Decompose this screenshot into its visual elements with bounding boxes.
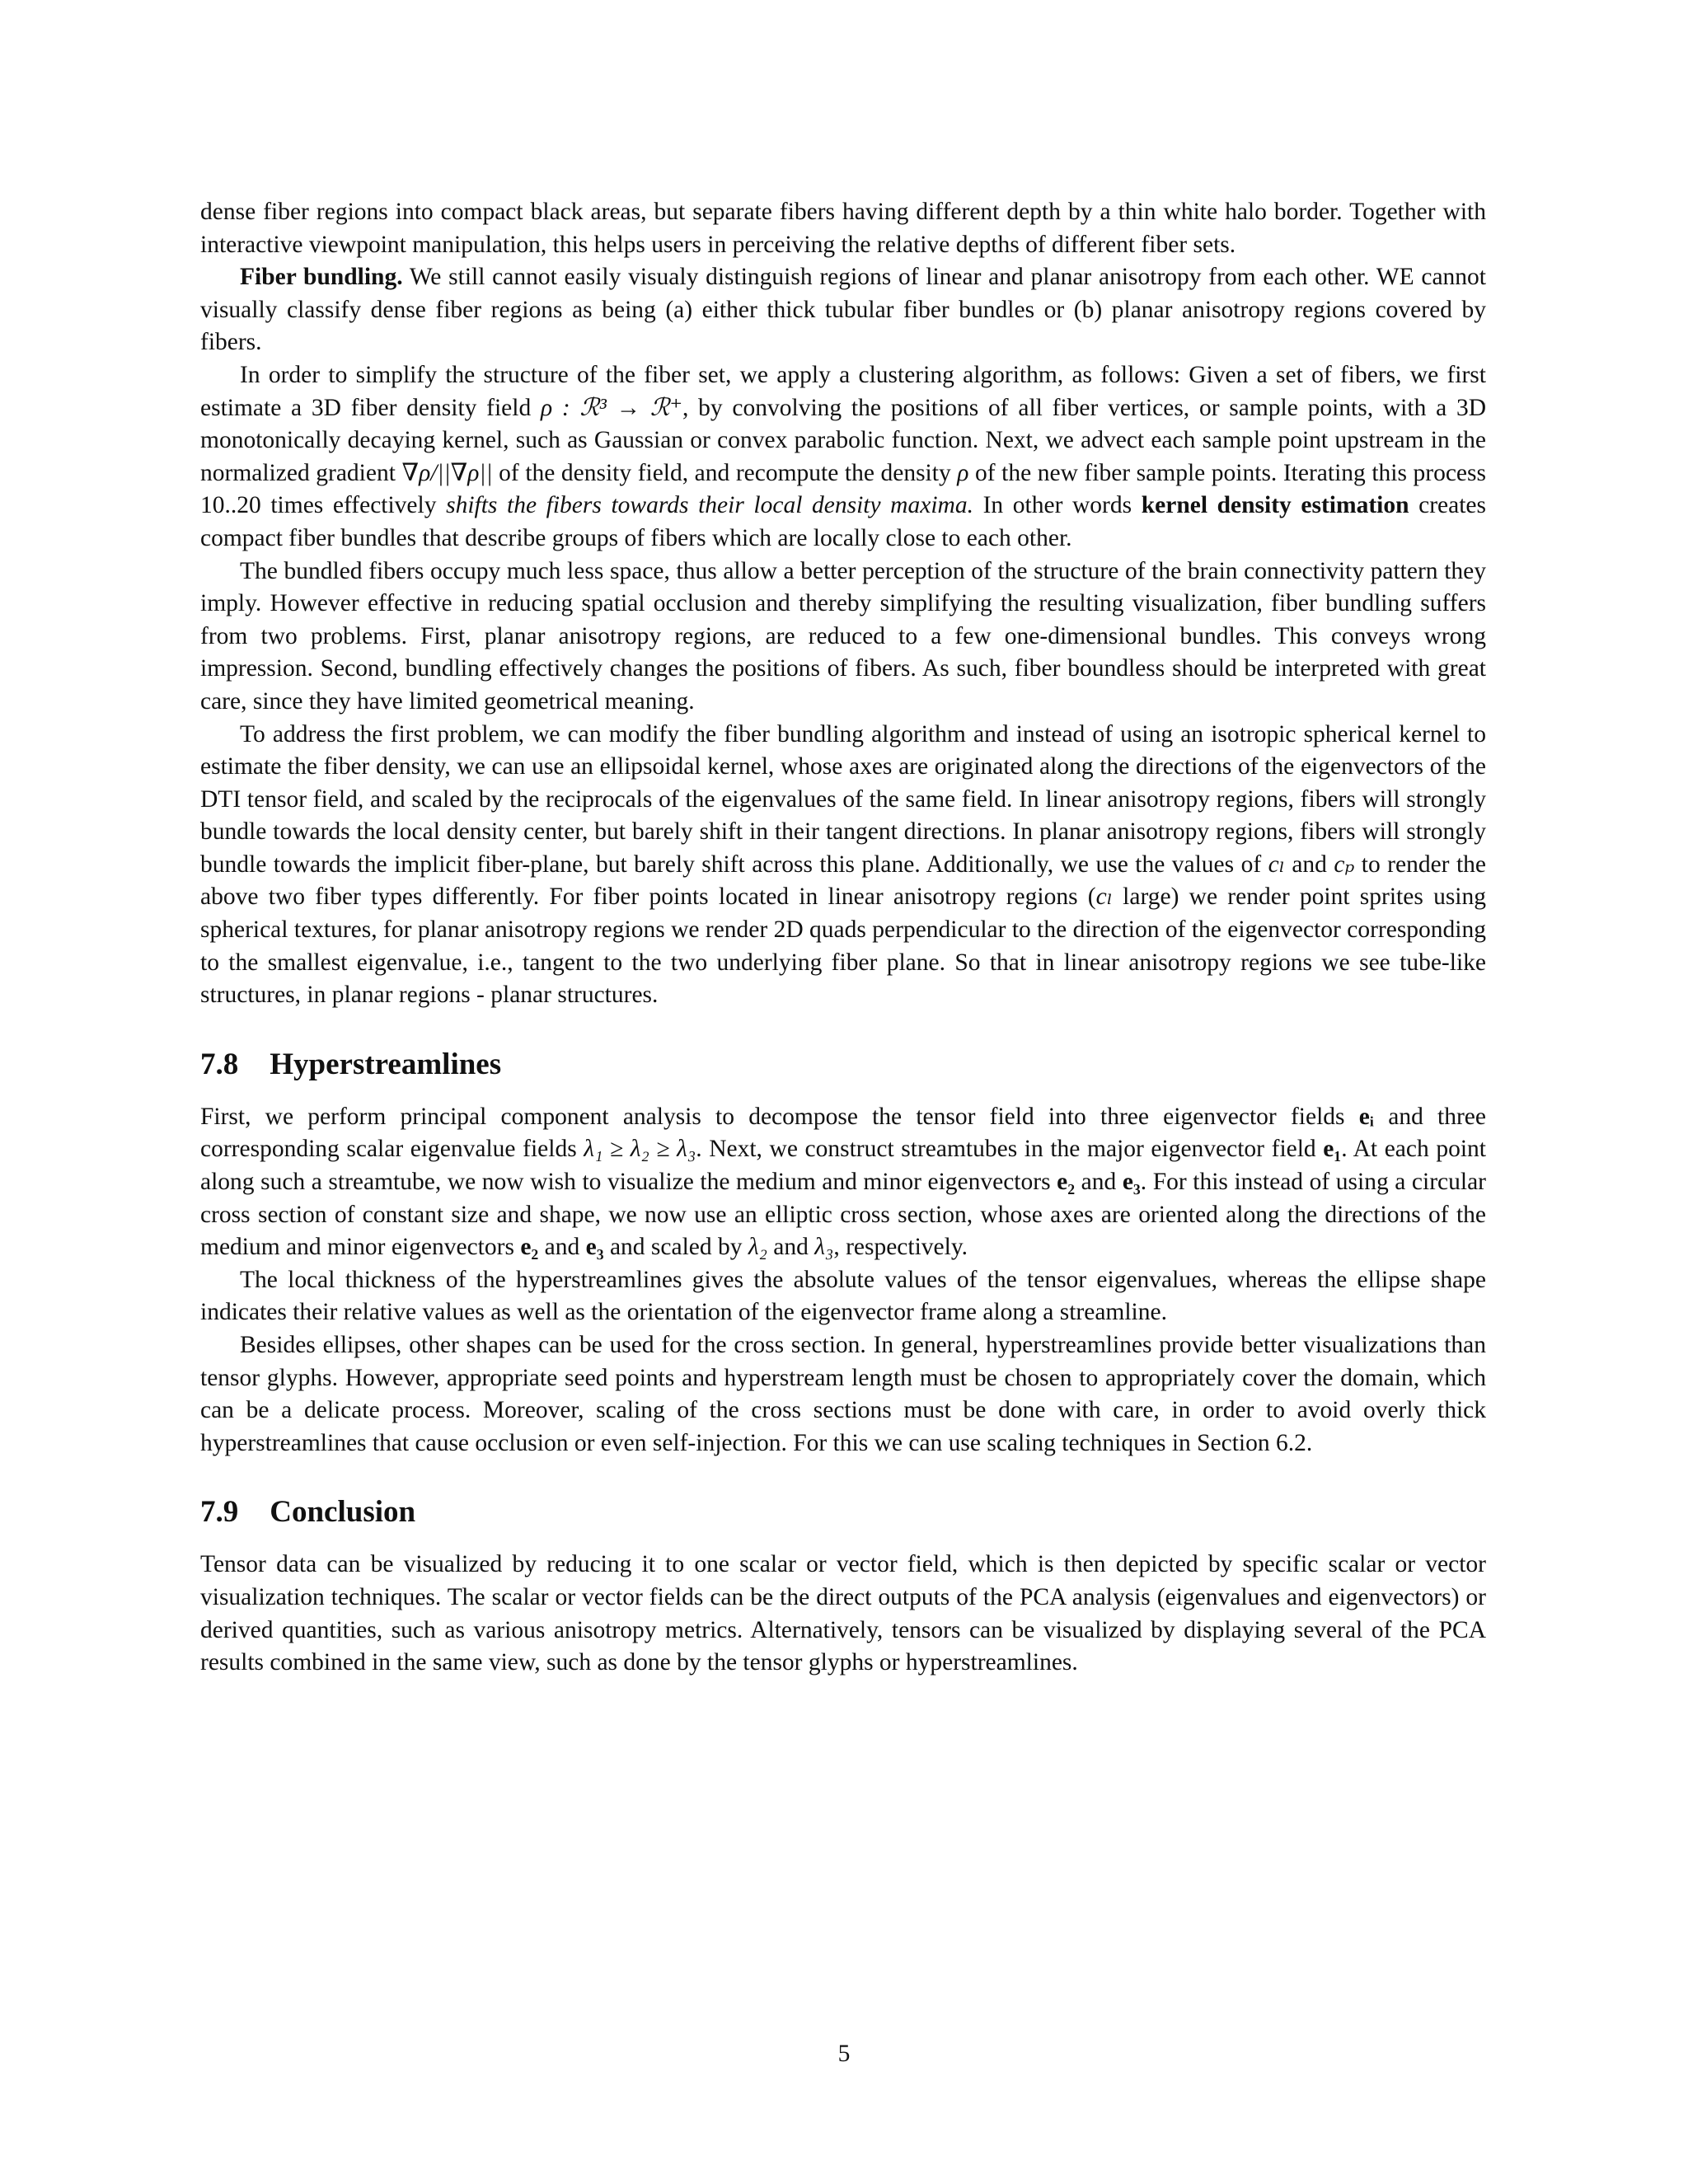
math-cl: cₗ: [1268, 851, 1285, 878]
text-run: and: [1284, 851, 1334, 878]
section-number: 7.8: [200, 1047, 239, 1081]
text-run: . For this instead of using a circular cross section of constant size and shape, we now use an elliptic cross section, whose axes are oriented along the directions of the medium and minor eigenvectors: [200, 1169, 1487, 1261]
math-eigenvalue-order: λ₁ ≥ λ₂ ≥ λ₃: [584, 1136, 696, 1163]
vector-e-2: e₂: [520, 1234, 539, 1261]
text-run: . Next, we construct streamtubes in the major eigenvector field: [696, 1136, 1324, 1163]
paragraph-text: Tensor data can be visualized by reducing it to one scalar or vector field, which is then depicted by specific scalar or vector visualization techniques. The scalar or vector fields can be the direct outputs of the PCA analysis (eigenvalues and eigenvectors) or derived quantities, such as various anisotropy metrics. Alternatively, tensors can be visualized by displaying several of the PCA results combined in the same view, such as done by the tensor glyphs or hyperstreamlines.: [200, 1551, 1486, 1676]
paragraph-text: The local thickness of the hyperstreamlines gives the absolute values of the tensor eigenvalues, whereas the ellipse shape indicates their relative values as well as the orientation of the eigenvector frame along a streamline.: [200, 1266, 1486, 1326]
text-run: to render the above two fiber types differently. For fiber points located in linear anisotropy regions (: [200, 851, 1486, 911]
paragraph-fiber-bundling: [200, 261, 1486, 359]
section-title: Conclusion: [270, 1495, 416, 1530]
bold-term: kernel density estimation: [1141, 492, 1409, 519]
math-rho: ρ: [957, 459, 969, 486]
paragraph-bundled-fibers: [200, 555, 1486, 719]
text-run: and scaled by: [603, 1234, 748, 1261]
text-run: , respectively.: [833, 1234, 968, 1261]
paragraph-text: The bundled fibers occupy much less space, thus allow a better perception of the structure of the brain connectivity pattern they imply. However effective in reducing spatial occlusion and thereby simplifying the resulting visualization, fiber bundling suffers from two problems. First, planar anisotropy regions, are reduced to a few one-dimensional bundles. This conveys wrong impression. Second, bundling effectively changes the positions of fibers. As such, fiber boundless should be interpreted with great care, since they have limited geometrical meaning.: [200, 557, 1486, 715]
page-body: [200, 196, 1486, 1680]
paragraph-thickness: [200, 1264, 1486, 1329]
math-cp: cₚ: [1334, 851, 1355, 878]
text-run: of the density field, and recompute the density: [492, 459, 958, 486]
paragraph-text: We still cannot easily visualy distinguish regions of linear and planar anisotropy from each other. WE cannot visually classify dense fiber regions as being (a) either thick tubular fiber bundles or (b) planar anisotropy regions covered by fibers.: [200, 264, 1486, 356]
text-run: and: [1075, 1169, 1123, 1196]
math-lambda-3: λ₃: [814, 1234, 834, 1261]
text-run: , by convolving the positions of all fiber vertices, or sample points, with a 3D monotonically decaying kernel, such as Gaussian or convex parabolic function. Next, we advect each sample point upstream in the normalized gradient: [200, 394, 1486, 486]
paragraph-text: dense fiber regions into compact black areas, but separate fibers having different depth by a thin white halo border. Together with interactive viewpoint manipulation, this helps users in perceiving the relative depths of different fiber sets.: [200, 199, 1486, 258]
text-run: and: [538, 1234, 586, 1261]
text-run: In order to simplify the structure of the fiber set, we apply a clustering algorithm, as follows: Given a set of fibers, we first estimate a 3D fiber density field: [200, 361, 1486, 421]
vector-e-3: e₃: [585, 1234, 604, 1261]
vector-e-1: e₁: [1323, 1136, 1342, 1163]
run-in-heading: Fiber bundling.: [240, 264, 403, 291]
paragraph-continued: [200, 196, 1486, 261]
section-heading-conclusion: [200, 1494, 1486, 1530]
vector-e-2: e₂: [1057, 1169, 1076, 1196]
math-lambda-2: λ₂: [748, 1234, 767, 1261]
vector-e-3: e₃: [1122, 1169, 1141, 1196]
text-run: and three corresponding scalar eigenvalue fields: [200, 1103, 1486, 1163]
emphasized-text: shifts the fibers towards their local density maxima.: [446, 492, 973, 519]
paragraph-address-problem: [200, 719, 1486, 1012]
section-title: Hyperstreamlines: [270, 1047, 502, 1081]
text-run: To address the first problem, we can modify the fiber bundling algorithm and instead of using an isotropic spherical kernel to estimate the fiber density, we can use an ellipsoidal kernel, whose axes are originated along the directions of the eigenvectors of the DTI tensor field, and scaled by the reciprocals of the eigenvalues of the same field. In linear anisotropy regions, fibers will strongly bundle towards the local density center, but barely shift in their tangent directions. In planar anisotropy regions, fibers will strongly bundle towards the implicit fiber-plane, but barely shift across this plane. Additionally, we use the values of: [200, 720, 1486, 878]
paragraph-conclusion: [200, 1549, 1486, 1679]
math-normalized-gradient: ∇ρ/||∇ρ||: [401, 459, 493, 486]
section-heading-hyperstreamlines: [200, 1047, 1486, 1083]
text-run: First, we perform principal component analysis to decompose the tensor field into three eigenvector fields: [200, 1103, 1359, 1130]
paragraph-clustering: [200, 359, 1486, 555]
text-run: large) we render point sprites using spherical textures, for planar anisotropy regions we render 2D quads perpendicular to the direction of the eigenvector corresponding to the smallest eigenvalue, i.e., tangent to the two underlying fiber plane. So that in linear anisotropy regions we see tube-like structures, in planar regions - planar structures.: [200, 883, 1486, 1009]
math-cl: cₗ: [1095, 883, 1113, 911]
vector-e-i: eᵢ: [1358, 1103, 1375, 1130]
math-density-field: ρ : ℛ³ → ℛ⁺: [541, 394, 683, 421]
paragraph-pca: [200, 1101, 1486, 1264]
text-run: of the new fiber sample points. Iterating this process 10..20 times effectively: [200, 459, 1486, 519]
page-number: 5: [837, 2041, 851, 2067]
text-run: In other words: [973, 492, 1142, 519]
text-run: and: [767, 1234, 815, 1261]
paragraph-text: Besides ellipses, other shapes can be used for the cross section. In general, hyperstreamlines provide better visualizations than tensor glyphs. However, appropriate seed points and hyperstream length must be chosen to appropriately cover the domain, which can be a delicate process. Moreover, scaling of the cross sections must be done with care, in order to avoid overly thick hyperstreamlines that cause occlusion or even self-injection. For this we can use scaling techniques in Section 6.2.: [200, 1332, 1486, 1456]
paragraph-besides-ellipses: [200, 1329, 1486, 1460]
text-run: creates compact fiber bundles that describe groups of fibers which are locally close to each other.: [200, 492, 1487, 551]
text-run: . At each point along such a streamtube, we now wish to visualize the medium and minor eigenvectors: [200, 1136, 1486, 1196]
section-number: 7.9: [200, 1495, 239, 1530]
